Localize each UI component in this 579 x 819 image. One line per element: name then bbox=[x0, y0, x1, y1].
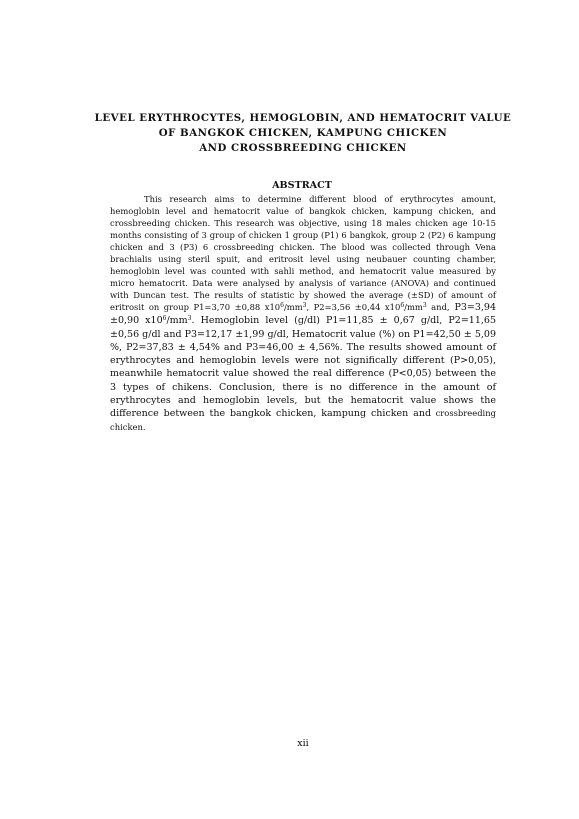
abstract-text: , P2=3,56 ±0,44 x10 bbox=[306, 302, 401, 312]
abstract-text: /mm bbox=[283, 302, 303, 312]
abstract-text: crossbreeding chicken. bbox=[110, 408, 496, 432]
abstract-text: and, bbox=[426, 302, 450, 312]
page-number: xii bbox=[297, 738, 309, 749]
superscript: 6 bbox=[280, 302, 284, 309]
paper-title bbox=[60, 111, 546, 156]
superscript: 6 bbox=[162, 315, 167, 323]
superscript: 6 bbox=[400, 302, 405, 309]
abstract-heading: ABSTRACT bbox=[272, 180, 332, 191]
abstract-text-large bbox=[110, 302, 496, 419]
superscript: 3 bbox=[187, 315, 192, 323]
abstract-text: P3=3,94 ±0,90 x10 bbox=[110, 302, 496, 327]
superscript: 3 bbox=[422, 302, 427, 309]
abstract-body bbox=[110, 193, 496, 433]
abstract-text: /mm bbox=[166, 315, 188, 327]
title-line: AND CROSSBREEDING CHICKEN bbox=[199, 142, 407, 154]
abstract-text: This research aims to determine different blood of erythrocytes amount, hemoglobin level and hematocrit value of bangkok chicken, kampung chicken, and crossbreeding chicken. This research was objective, using 18 males chicken age 10-15 months consisting of 3 group of chicken 1 group (P1) 6 bangkok, group 2 (P2) 6 kampung chicken and 3 (P3) 6 crossbreeding chicken. The blood was collected through Vena brachialis using steril spuit, and eritrosit level using neubauer counting chamber, hemoglobin level was counted with sahli method, and hematocrit value measured by micro hematocrit. Data were analysed by analysis of variance (ANOVA) and continued with Duncan test. The results of statistic by showed the average (±SD) of amount of eritrosit on group P1=3,70 ±0,88 x10 bbox=[110, 194, 496, 312]
abstract-text: /mm bbox=[404, 302, 423, 312]
superscript: 3 bbox=[302, 302, 307, 309]
title-line: OF BANGKOK CHICKEN, KAMPUNG CHICKEN bbox=[158, 127, 448, 139]
title-line: LEVEL ERYTHROCYTES, HEMOGLOBIN, AND HEMATOCRIT VALUE bbox=[94, 112, 512, 124]
abstract-text: . Hemoglobin level (g/dl) P1=11,85 ± 0,67 g/dl, P2=11,65 ±0,56 g/dl and P3=12,17 ±1,99 g/dl, Hematocrit value (%) on P1=42,50 ± 5,09 %, P2=37,83 ± 4,54% and P3=46,00 ± 4,56%. The results showed amount of erythrocytes and hemoglobin levels were not significally different (P>0,05), meanwhile hematocrit value showed the real difference (P<0,05) between the 3 types of chikens. Conclusion, there is no difference in the amount of erythrocytes and hemoglobin levels, but the hematocrit value shows the difference between the bangkok chicken, kampung chicken and bbox=[110, 315, 496, 420]
